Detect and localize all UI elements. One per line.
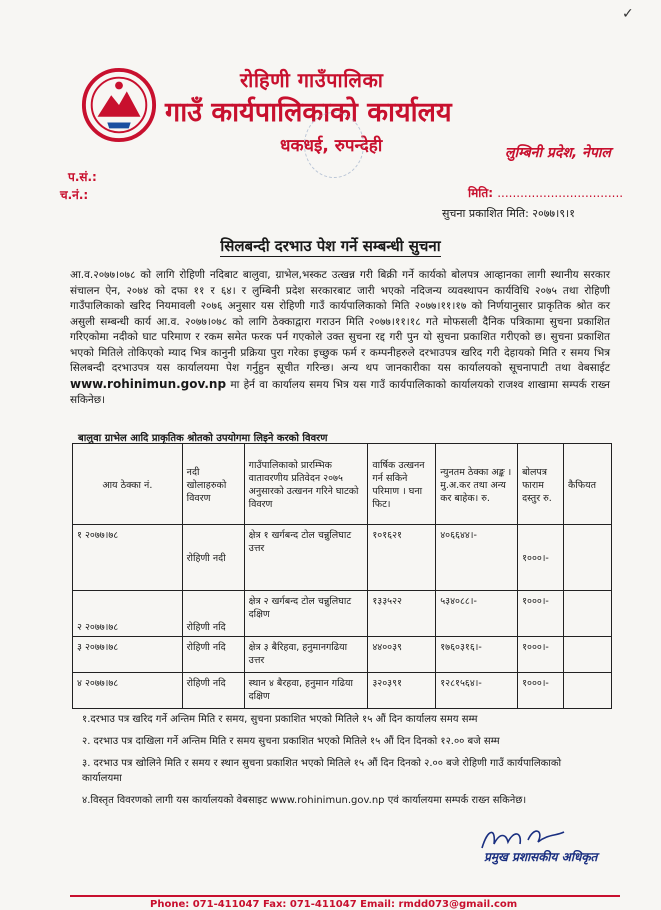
office-name: गाउँ कार्यपालिकाको कार्यालय bbox=[165, 97, 452, 128]
col-form-fee: बोलपत्र फाराम दस्तुर रु. bbox=[518, 444, 564, 525]
cell-amount: ५३४०८८।- bbox=[436, 591, 518, 637]
cell-quantity: ३२०३९१ bbox=[368, 673, 436, 709]
cell-amount: १७६०३१६।- bbox=[436, 637, 518, 673]
cell-remarks bbox=[564, 637, 612, 673]
ps-label: प.सं.: bbox=[68, 170, 97, 184]
cell-fee: १०००।- bbox=[518, 637, 564, 673]
col-min-amount: न्युनतम ठेक्का अङ्क ।मु.अ.कर तथा अन्य कर बाहेक। रु. bbox=[436, 444, 518, 525]
office-stamp bbox=[304, 112, 364, 178]
cell-contract: १ २०७७।७८ bbox=[73, 525, 183, 591]
province-name: लुम्बिनी प्रदेश, नेपाल bbox=[505, 145, 611, 161]
col-ghat: गाउँपालिकाको प्रारम्भिक वातावरणीय प्रतिवेदन २०७५ अनुसारको उत्खनन गरिने घाटको विवरण bbox=[244, 444, 368, 525]
cell-river: रोहिणी नदी bbox=[182, 525, 244, 591]
org-name: रोहिणी गाउँपालिका bbox=[240, 68, 384, 92]
cell-ghat: क्षेत्र २ खर्गबन्द टोल चन्नुलिघाट दक्षिण bbox=[244, 591, 368, 637]
notice-body-end: मा हेर्न वा कार्यालय समय भित्र यस गाउँ कार्यपालिकाको कार्यालयको राजश्व शाखामा सम्पर्क राख्न सकिनेछ। bbox=[70, 378, 610, 406]
cell-ghat: क्षेत्र ३ बैरिहवा, हनुमानगढिया उत्तर bbox=[244, 637, 368, 673]
cell-fee: १०००।- bbox=[518, 673, 564, 709]
cell-quantity: १३३५२२ bbox=[368, 591, 436, 637]
footer-contact: Phone: 071-411047 Fax: 071-411047 Email: rmdd073@gmail.com bbox=[150, 899, 518, 910]
cell-ghat: क्षेत्र १ खर्गबन्द टोल चन्नुलिघाट उत्तर bbox=[244, 525, 368, 591]
cell-ghat: स्थान ४ बैरहवा, हनुमान गढिया दक्षिण bbox=[244, 673, 368, 709]
office-address: धकधई, रुपन्देही bbox=[280, 136, 383, 156]
note-item: २. दरभाउ पत्र दाखिला गर्ने अन्तिम मिति र समय सुचना प्रकाशित भएको मितिले १५ औं दिन दिनको १२.०० बजे सम्म bbox=[82, 736, 500, 747]
cell-quantity: १०१६२१ bbox=[368, 525, 436, 591]
table-row bbox=[73, 637, 612, 673]
notice-body bbox=[70, 268, 610, 409]
cell-river: रोहिणी नदि bbox=[182, 673, 244, 709]
date-field bbox=[468, 184, 623, 201]
table-row bbox=[73, 591, 612, 637]
cell-contract: २ २०७७।७८ bbox=[73, 591, 183, 637]
footer-divider bbox=[70, 895, 620, 897]
cell-river: रोहिणी नदि bbox=[182, 637, 244, 673]
cell-remarks bbox=[564, 525, 612, 591]
published-date: सुचना प्रकाशित मिति: २०७७।९।१ bbox=[442, 207, 575, 220]
col-contract-no: आय ठेक्का नं. bbox=[73, 444, 183, 525]
note-item: ३. दरभाउ पत्र खोलिने मिति र समय र स्थान सुचना प्रकाशित भएको मितिले १५ औं दिन दिनको २.०० बजे रोहिणी गाउँ कार्यपालिकाको कार्यालयमा bbox=[82, 758, 562, 784]
corner-mark: ✓ bbox=[622, 6, 634, 22]
note-item: ४.विस्तृत विवरणको लागी यस कार्यालयको वेबसाइट www.rohinimun.gov.np एवं कार्यालयमा सम्पर्क राख्न सकिनेछ। bbox=[82, 795, 527, 806]
cell-remarks bbox=[564, 591, 612, 637]
notes-list bbox=[82, 712, 602, 815]
notice-title: सिलबन्दी दरभाउ पेश गर्ने सम्बन्धी सुचना bbox=[220, 237, 441, 255]
government-emblem-icon bbox=[80, 66, 158, 144]
cell-river: रोहिणी नदि bbox=[182, 591, 244, 637]
table-caption: बालुवा ग्राभेल आदि प्राकृतिक श्रोतको उपयोगमा लिइने करको विवरण bbox=[78, 433, 328, 444]
website-link[interactable]: www.rohinimun.gov.np bbox=[70, 376, 227, 391]
date-label: मिति: bbox=[468, 186, 494, 200]
tax-details-table bbox=[72, 443, 612, 709]
cell-remarks bbox=[564, 673, 612, 709]
officer-title: प्रमुख प्रशासकीय अधिकृत bbox=[484, 850, 598, 864]
cell-contract: ३ २०७७।७८ bbox=[73, 637, 183, 673]
cell-quantity: ४४००३९ bbox=[368, 637, 436, 673]
chn-label: च.नं.: bbox=[60, 188, 89, 202]
table-row bbox=[73, 525, 612, 591]
table-header-row bbox=[73, 444, 612, 525]
cell-fee: १०००।- bbox=[518, 525, 564, 591]
col-river: नदी खोलाहरुको विवरण bbox=[182, 444, 244, 525]
table-row bbox=[73, 673, 612, 709]
cell-contract: ४ २०७७।७८ bbox=[73, 673, 183, 709]
col-remarks: कैफियत bbox=[564, 444, 612, 525]
col-quantity: वार्षिक उत्खनन गर्न सकिने परिमाण । घना फिट। bbox=[368, 444, 436, 525]
note-item: १.दरभाउ पत्र खरिद गर्ने अन्तिम मिति र समय, सुचना प्रकाशित भएको मितिले १५ औं दिन कार्यालय समय सम्म bbox=[82, 714, 478, 725]
notice-body-text: आ.व.२०७७।०७८ को लागि रोहिणी नदिबाट बालुवा, ग्राभेल,भस्कट उत्खन्न गरी बिक्री गर्ने कार्यको बोलपत्र आव्हानका लागी स्थानीय सरकार संचालन ऐन, २०७४ को दफा ११ र ६४। र लुम्बिनी प्रदेश सरकारबाट जारी भएको नदिजन्य व्यवस्थापन कार्यविधि २०७५ तथा रोहिणी गाउँपालिकाको खरिद नियमावली २०७६ अनुसार यस रोहिणी गाउँ कार्यपालिकाको मिति २०७७।११।१७ को निर्णयानुसार प्राकृतिक श्रोत कर असुली सम्बन्धी कार्य आ.व. २०७७।०७८ को लागि ठेक्काद्वारा गराउन मिति २०७७।११।१८ गते मोफसली दैनिक पत्रिकामा सुचना प्रकाशित गरिएकोमा नदीको घाट परिमाण र रकम समेत फरक पर्न गएकोले उक्त सुचना रद्द गरी पुन यो सुचना प्रकाशित गरीएको छ। सुचना प्रकाशित भएको मितिले तोकिएको म्याद भित्र कानुनी प्रक्रिया पुरा गरेका इच्छुक फर्म र कम्पनीहरुले दरभाउपत्र खरिद गरी देहायको मिति र समय भित्र सिलबन्दी दरभाउपत्र यस कार्यालयमा पेश गर्नुहुन सूचीत गरिन्छ। अन्य थप जानकारीका यस कार्यालयको सूचनापाटी तथा वेबसाईट bbox=[70, 269, 610, 374]
date-dots: ................................. bbox=[497, 186, 624, 200]
cell-amount: ४०६६४४।- bbox=[436, 525, 518, 591]
cell-fee: १०००।- bbox=[518, 591, 564, 637]
cell-amount: १२८१५६४।- bbox=[436, 673, 518, 709]
